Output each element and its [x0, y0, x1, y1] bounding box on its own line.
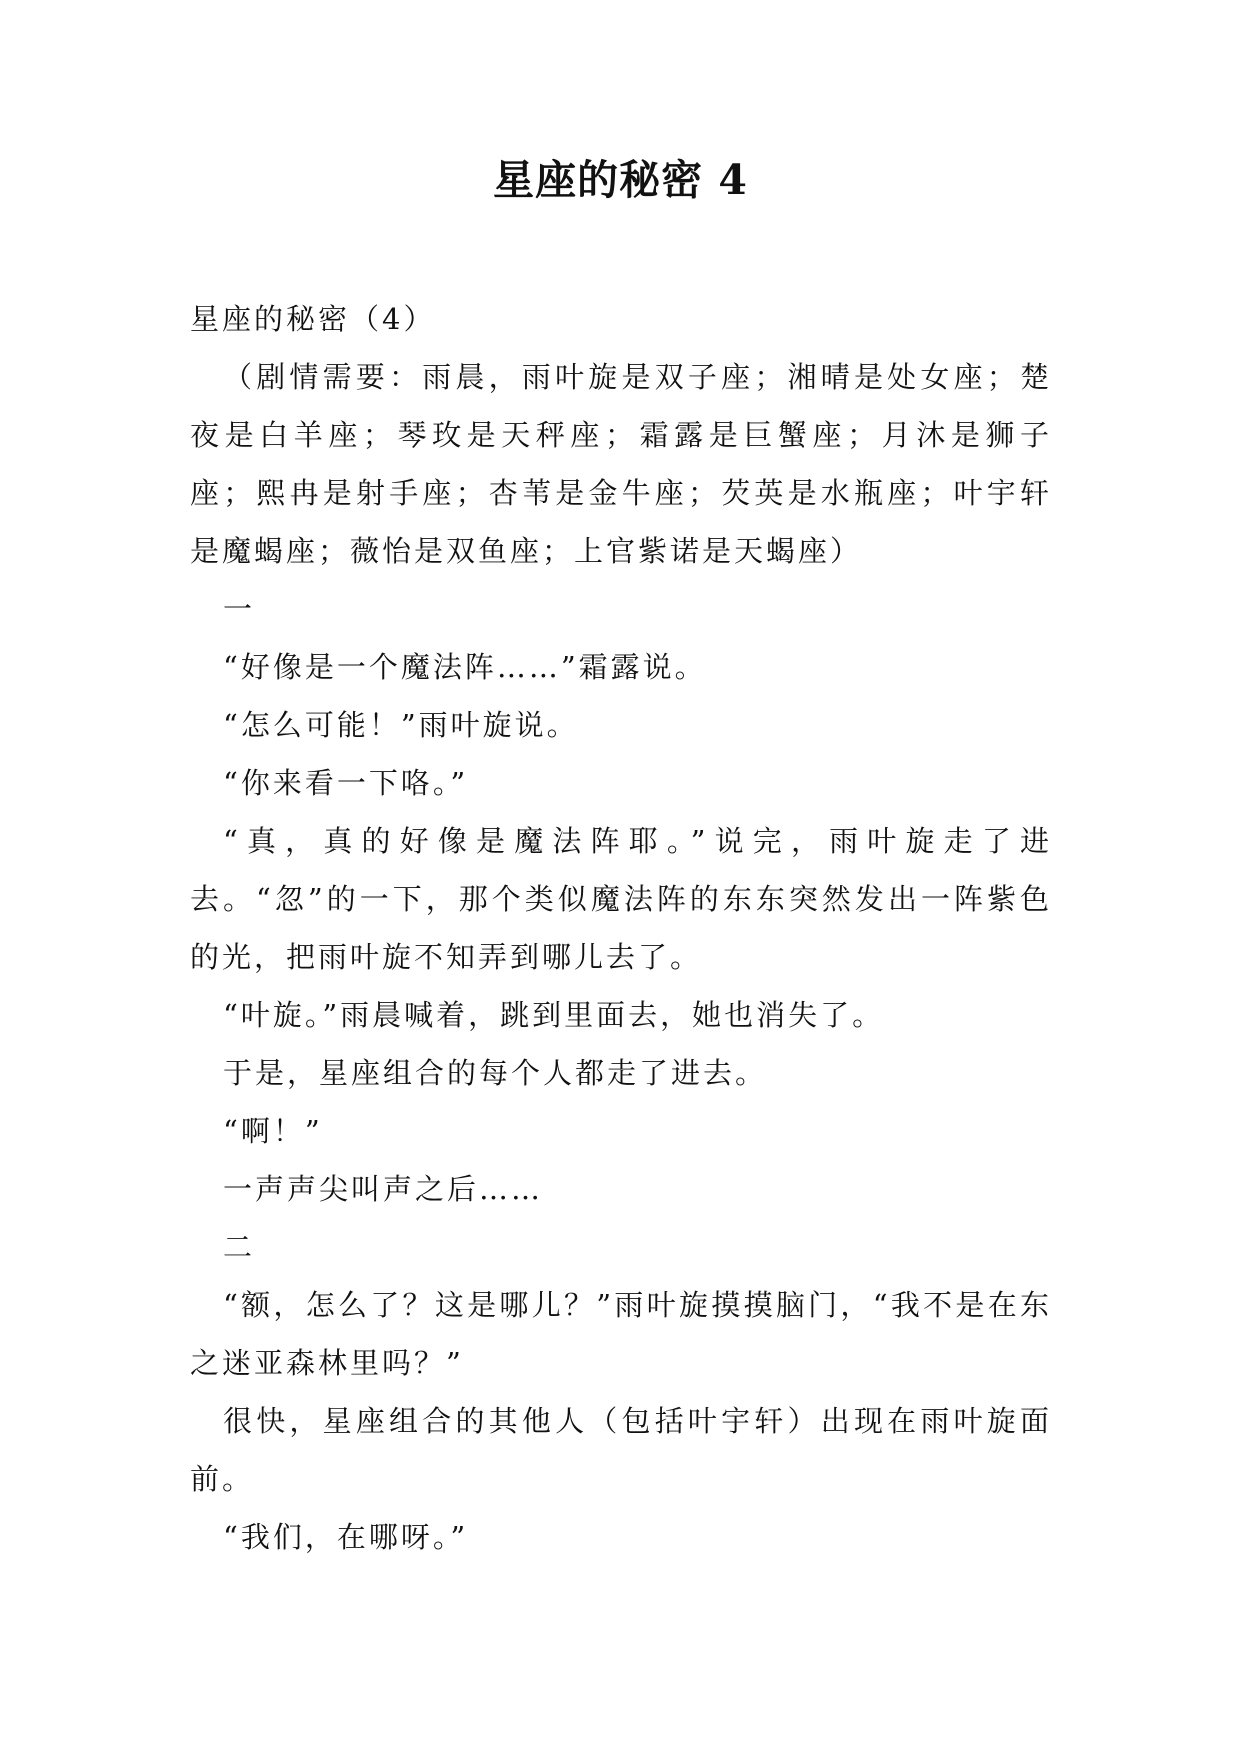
paragraph: “你来看一下咯。”	[223, 766, 469, 800]
paragraph: “啊！”	[223, 1114, 323, 1148]
paragraph: 于是，星座组合的每个人都走了进去。	[223, 1056, 768, 1090]
document-title: 星座的秘密 4	[493, 156, 748, 204]
section-heading-two: 二	[223, 1230, 256, 1264]
paragraph-cast-note: （剧情需要：雨晨，雨叶旋是双子座；湘晴是处女座；楚夜是白羊座；琴玫是天秤座；霜露是巨蟹座；月沐是狮子座；熙冉是射手座；杏苇是金牛座；芡英是水瓶座；叶宇轩是魔蝎座；薇怡是双鱼座；上官紫诺是天蝎座）	[190, 360, 1052, 568]
subtitle-line: 星座的秘密（4）	[190, 302, 436, 336]
paragraph: 很快，星座组合的其他人（包括叶宇轩）出现在雨叶旋面前。	[190, 1404, 1052, 1496]
paragraph: “真，真的好像是魔法阵耶。”说完，雨叶旋走了进去。“忽”的一下，那个类似魔法阵的东东突然发出一阵紫色的光，把雨叶旋不知弄到哪儿去了。	[190, 824, 1052, 974]
paragraph: “好像是一个魔法阵……”霜露说。	[223, 650, 707, 684]
paragraph: “我们，在哪呀。”	[223, 1520, 469, 1554]
paragraph: 一声声尖叫声之后……	[223, 1172, 544, 1206]
document-body	[190, 290, 1052, 1566]
section-heading-one: 一	[223, 592, 256, 626]
paragraph: “额，怎么了？这是哪儿？”雨叶旋摸摸脑门，“我不是在东之迷亚森林里吗？”	[190, 1288, 1052, 1380]
paragraph: “叶旋。”雨晨喊着，跳到里面去，她也消失了。	[223, 998, 885, 1032]
paragraph: “怎么可能！”雨叶旋说。	[223, 708, 579, 742]
